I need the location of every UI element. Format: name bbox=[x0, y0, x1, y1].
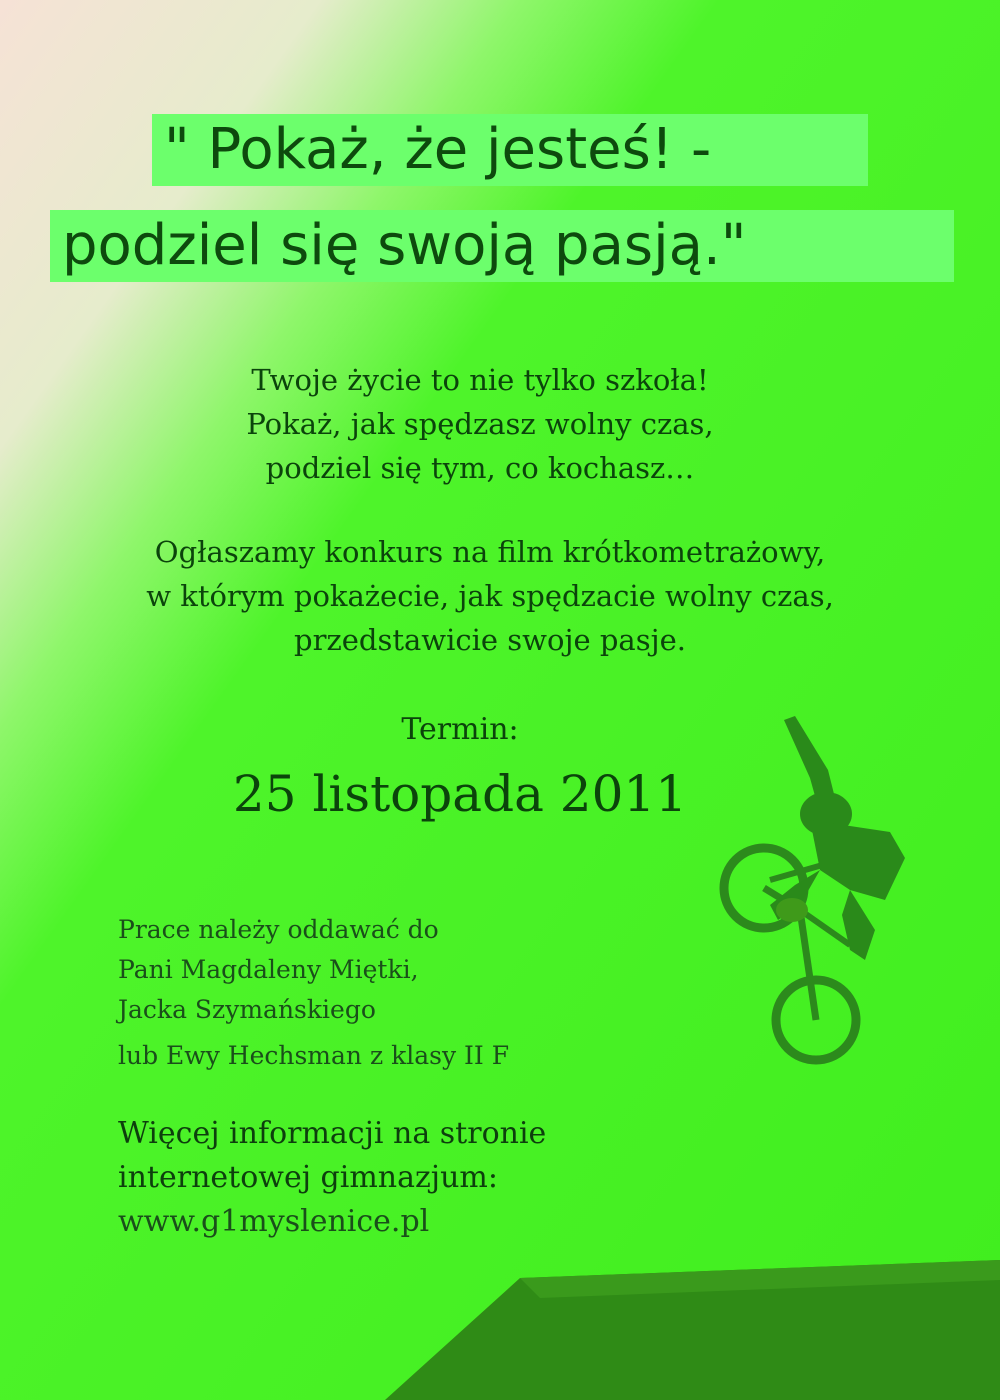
headline-line-1: " Pokaż, że jesteś! - bbox=[152, 114, 868, 186]
announcement-line: przedstawicie swoje pasje. bbox=[294, 623, 686, 657]
submission-line: Prace należy oddawać do bbox=[118, 915, 439, 944]
submission-line: Pani Magdaleny Miętki, bbox=[118, 955, 419, 984]
intro-line: Pokaż, jak spędzasz wolny czas, bbox=[246, 407, 714, 441]
intro-text bbox=[100, 358, 860, 490]
submission-line: lub Ewy Hechsman z klasy II F bbox=[118, 1041, 510, 1070]
headline-line-2: podziel się swoją pasją." bbox=[50, 210, 954, 282]
submission-info bbox=[118, 910, 509, 1076]
contest-announcement bbox=[40, 530, 940, 662]
deadline-label: Termin: bbox=[401, 712, 519, 747]
ramp-silhouette bbox=[0, 1240, 1000, 1400]
deadline-date: 25 listopada 2011 bbox=[232, 765, 688, 823]
website-link[interactable]: www.g1myslenice.pl bbox=[118, 1204, 430, 1239]
intro-line: Twoje życie to nie tylko szkoła! bbox=[251, 363, 709, 397]
more-info-line: Więcej informacji na stronie bbox=[118, 1116, 547, 1151]
more-info-line: internetowej gimnazjum: bbox=[118, 1160, 498, 1195]
submission-line: Jacka Szymańskiego bbox=[118, 995, 376, 1024]
more-info bbox=[118, 1112, 546, 1244]
announcement-line: w którym pokażecie, jak spędzacie wolny czas, bbox=[146, 579, 834, 613]
intro-line: podziel się tym, co kochasz… bbox=[265, 451, 695, 485]
announcement-line: Ogłaszamy konkurs na film krótkometrażowy, bbox=[154, 535, 826, 569]
bmx-rider-silhouette bbox=[700, 700, 940, 1080]
